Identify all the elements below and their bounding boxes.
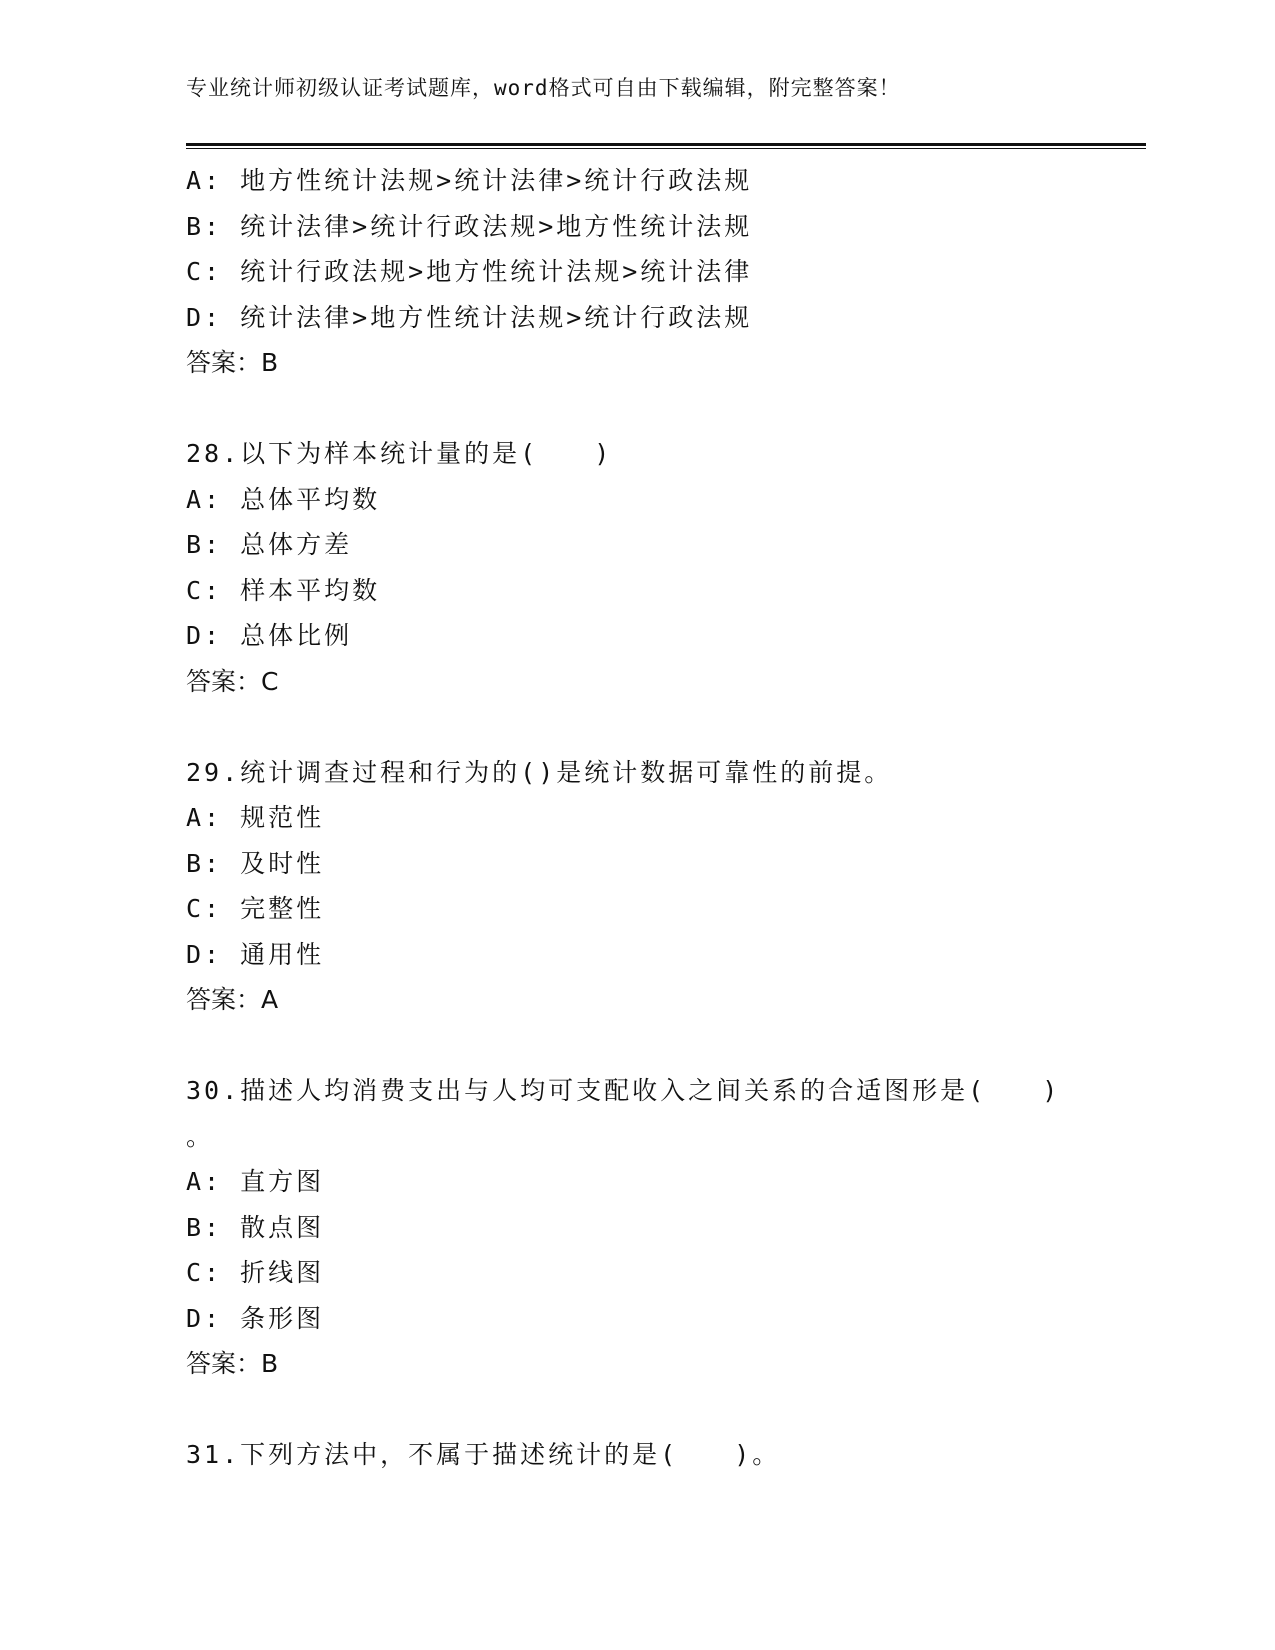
header-divider xyxy=(186,143,1146,149)
question-list xyxy=(186,158,1086,1478)
option-c: C: 样本平均数 xyxy=(186,575,381,605)
option-d: D: 统计法律>地方性统计法规>统计行政法规 xyxy=(186,302,753,332)
question-29 xyxy=(186,750,1086,1023)
option-a: A: 直方图 xyxy=(186,1167,325,1196)
option-a: A: 总体平均数 xyxy=(186,484,381,514)
question-stem-continuation: 。 xyxy=(186,1121,215,1151)
question-28 xyxy=(186,431,1086,704)
question-stem: 29.统计调查过程和行为的()是统计数据可靠性的前提。 xyxy=(186,757,893,787)
answer: 答案：A xyxy=(186,985,279,1014)
option-a: A: 规范性 xyxy=(186,803,325,832)
option-d: D: 条形图 xyxy=(186,1303,325,1333)
option-c: C: 完整性 xyxy=(186,894,325,923)
question-gap xyxy=(186,1387,1086,1433)
question-gap xyxy=(186,1023,1086,1069)
option-b: B: 散点图 xyxy=(186,1212,325,1242)
question-gap xyxy=(186,386,1086,432)
option-b: B: 统计法律>统计行政法规>地方性统计法规 xyxy=(186,211,753,241)
question-stem: 28.以下为样本统计量的是( ) xyxy=(186,439,613,468)
option-c: C: 折线图 xyxy=(186,1258,325,1287)
option-d: D: 通用性 xyxy=(186,939,325,969)
answer: 答案：B xyxy=(186,348,279,377)
question-gap xyxy=(186,704,1086,750)
option-b: B: 及时性 xyxy=(186,848,325,878)
question-stem: 30.描述人均消费支出与人均可支配收入之间关系的合适图形是( ) xyxy=(186,1076,1061,1105)
option-a: A: 地方性统计法规>统计法律>统计行政法规 xyxy=(186,166,753,195)
option-b: B: 总体方差 xyxy=(186,530,353,559)
page-header: 专业统计师初级认证考试题库，word格式可自由下载编辑，附完整答案！ xyxy=(186,76,901,100)
question-31 xyxy=(186,1432,1086,1478)
question-30 xyxy=(186,1068,1086,1387)
option-d: D: 总体比例 xyxy=(186,621,353,650)
question-stem: 31.下列方法中，不属于描述统计的是( )。 xyxy=(186,1440,781,1469)
option-c: C: 统计行政法规>地方性统计法规>统计法律 xyxy=(186,257,753,286)
question-27 xyxy=(186,158,1086,386)
answer: 答案：B xyxy=(186,1349,279,1378)
answer: 答案：C xyxy=(186,666,279,696)
